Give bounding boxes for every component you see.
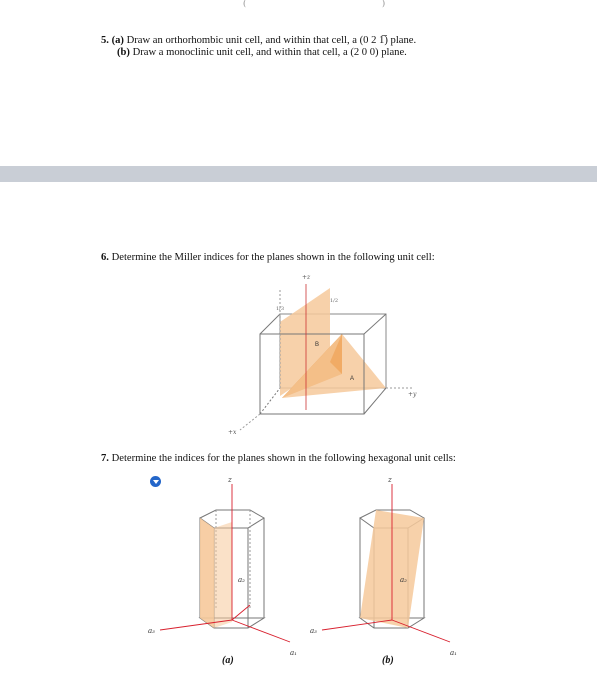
fraction-label: 1/3	[276, 306, 285, 312]
axis-a3-label: a₃	[148, 627, 155, 635]
svg-text:): )	[382, 0, 386, 8]
question-6	[101, 252, 435, 263]
hexagonal-cell-a	[148, 476, 297, 666]
axis-x-label: +x	[228, 429, 237, 436]
hexagonal-unit-cells-figure	[140, 470, 470, 680]
axis-z-label: z	[228, 476, 232, 484]
fraction-label: 1/2	[330, 298, 339, 304]
part-text: Draw a monoclinic unit cell, and within that cell, a	[132, 47, 348, 58]
hexagonal-cell-b	[310, 476, 457, 666]
miller-indices: (2 0 0)	[350, 47, 379, 58]
axis-a2-label: a₂	[400, 576, 407, 584]
part-label: (a)	[111, 35, 124, 46]
figure-caption: (b)	[382, 655, 394, 666]
top-edge-remnant	[0, 0, 597, 10]
part-label: (b)	[117, 47, 130, 58]
axis-a2-label: a₂	[238, 576, 245, 584]
plane-a-label: A	[350, 376, 355, 382]
axis-a1-label: a₁	[290, 649, 297, 657]
figure-caption: (a)	[222, 655, 234, 666]
question-number: 7.	[101, 453, 109, 464]
axis-y-label: +y	[408, 391, 417, 398]
part-text: Draw an orthorhombic unit cell, and within that cell, a	[126, 35, 357, 46]
axis-a1-label: a₁	[450, 649, 457, 657]
question-7	[101, 453, 456, 464]
svg-text:(: (	[243, 0, 247, 8]
part-end: plane.	[381, 47, 407, 58]
miller-indices: (0 2 1̅)	[359, 35, 388, 46]
question-5-part-a	[101, 35, 416, 47]
part-end: plane.	[390, 35, 417, 46]
question-number: 5.	[101, 35, 109, 46]
page-divider	[0, 166, 597, 182]
plane-b-label: B	[315, 342, 320, 348]
question-5-part-b	[101, 47, 416, 59]
question-text: Determine the Miller indices for the planes shown in the following unit cell:	[111, 252, 435, 263]
axis-z-label: +z	[302, 274, 311, 281]
question-text: Determine the indices for the planes shown in the following hexagonal unit cells:	[111, 453, 456, 464]
question-5	[101, 35, 416, 59]
axis-z-label: z	[388, 476, 392, 484]
question-number: 6.	[101, 252, 109, 263]
cubic-unit-cell-figure	[222, 270, 422, 440]
axis-a3-label: a₃	[310, 627, 317, 635]
